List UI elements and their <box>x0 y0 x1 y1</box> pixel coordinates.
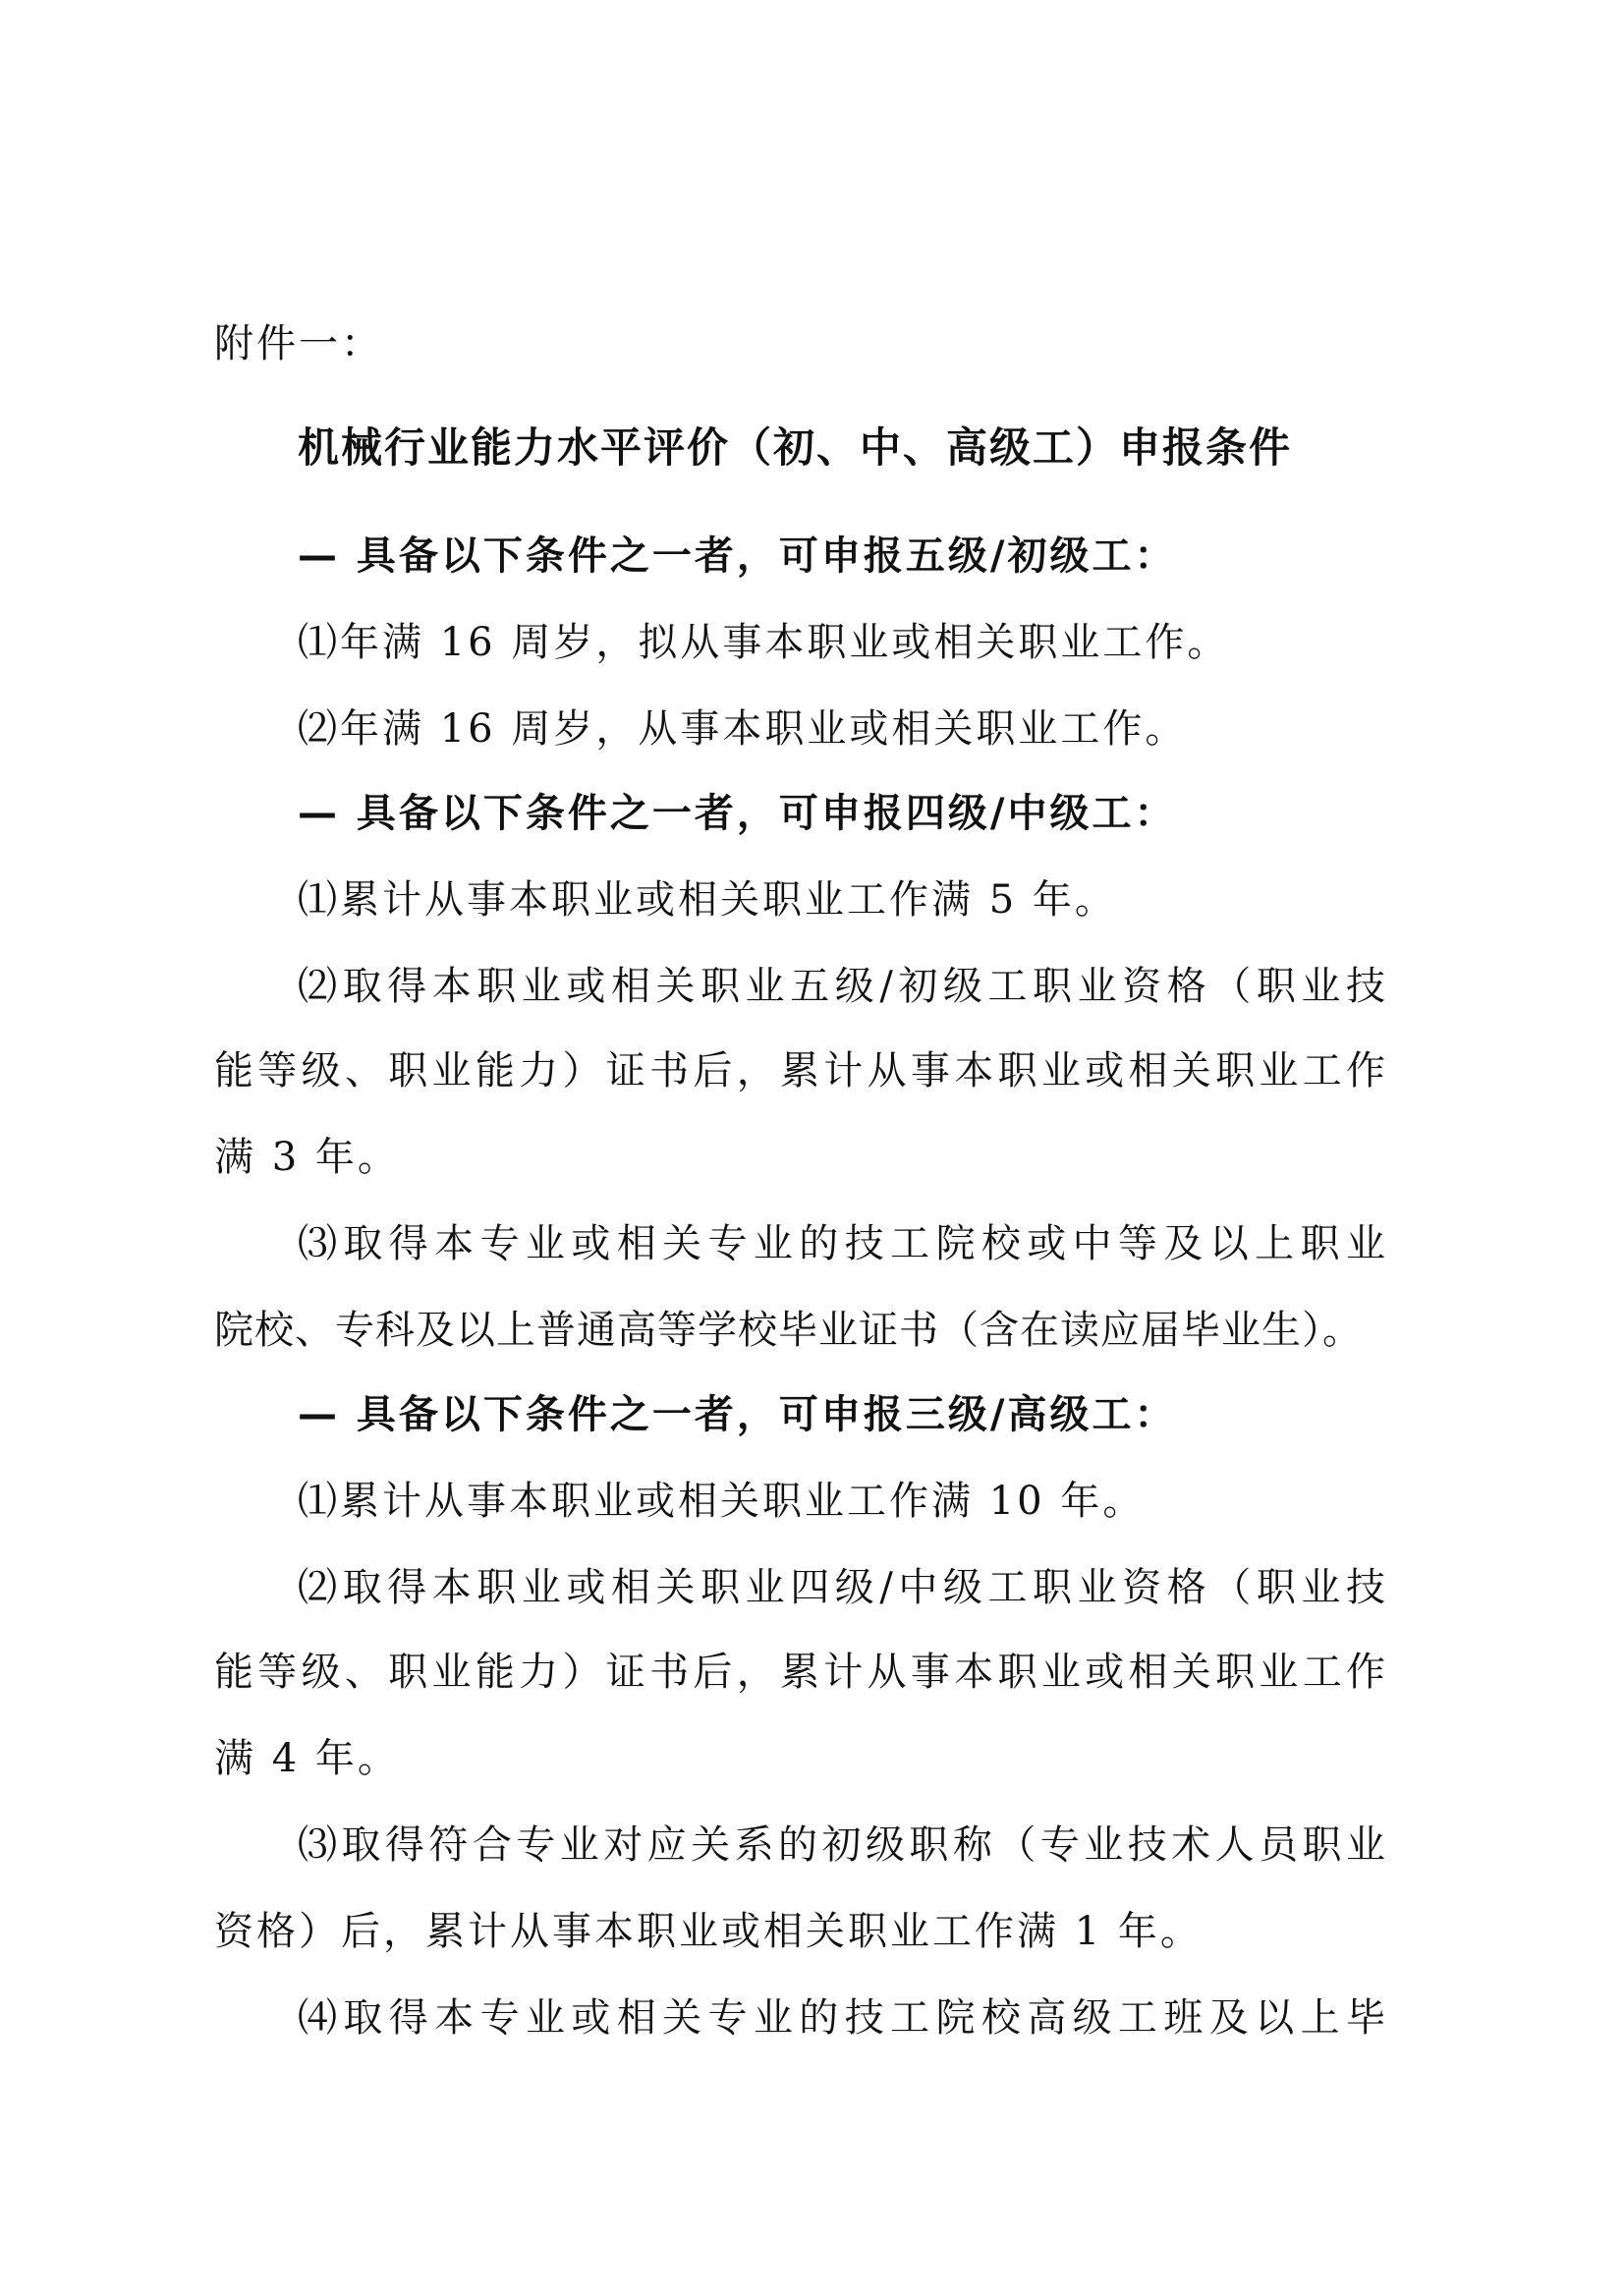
section-heading-level5: — 具备以下条件之一者，可申报五级/初级工： <box>298 533 1177 579</box>
list-item: ⑴累计从事本职业或相关职业工作满 10 年。 <box>298 1479 1146 1524</box>
list-item-continuation: 能等级、职业能力）证书后，累计从事本职业或相关职业工作 <box>214 1048 1388 1093</box>
attachment-label: 附件一： <box>214 321 383 366</box>
section-heading-level3: — 具备以下条件之一者，可申报三级/高级工： <box>298 1392 1177 1437</box>
list-item: ⑵取得本职业或相关职业四级/中级工职业资格（职业技 <box>298 1565 1388 1610</box>
list-item-continuation: 资格）后，累计从事本职业或相关职业工作满 1 年。 <box>214 1909 1203 1954</box>
document-title: 机械行业能力水平评价（初、中、高级工）申报条件 <box>298 423 1293 472</box>
list-item: ⑵取得本职业或相关职业五级/初级工职业资格（职业技 <box>298 964 1388 1009</box>
list-item-continuation: 院校、专科及以上普通高等学校毕业证书（含在读应届毕业生）。 <box>214 1308 1363 1353</box>
list-item: ⑶取得本专业或相关专业的技工院校或中等及以上职业 <box>298 1221 1388 1266</box>
list-item: ⑴累计从事本职业或相关职业工作满 5 年。 <box>298 877 1117 923</box>
list-item-continuation: 满 3 年。 <box>214 1135 400 1180</box>
list-item: ⑵年满 16 周岁，从事本职业或相关职业工作。 <box>298 706 1188 752</box>
list-item-continuation: 满 4 年。 <box>214 1736 400 1781</box>
list-item: ⑷取得本专业或相关专业的技工院校高级工班及以上毕 <box>298 1995 1388 2041</box>
list-item: ⑴年满 16 周岁，拟从事本职业或相关职业工作。 <box>298 620 1230 665</box>
section-heading-level4: — 具备以下条件之一者，可申报四级/中级工： <box>298 791 1177 836</box>
list-item-continuation: 能等级、职业能力）证书后，累计从事本职业或相关职业工作 <box>214 1650 1388 1695</box>
list-item: ⑶取得符合专业对应关系的初级职称（专业技术人员职业 <box>298 1822 1388 1868</box>
